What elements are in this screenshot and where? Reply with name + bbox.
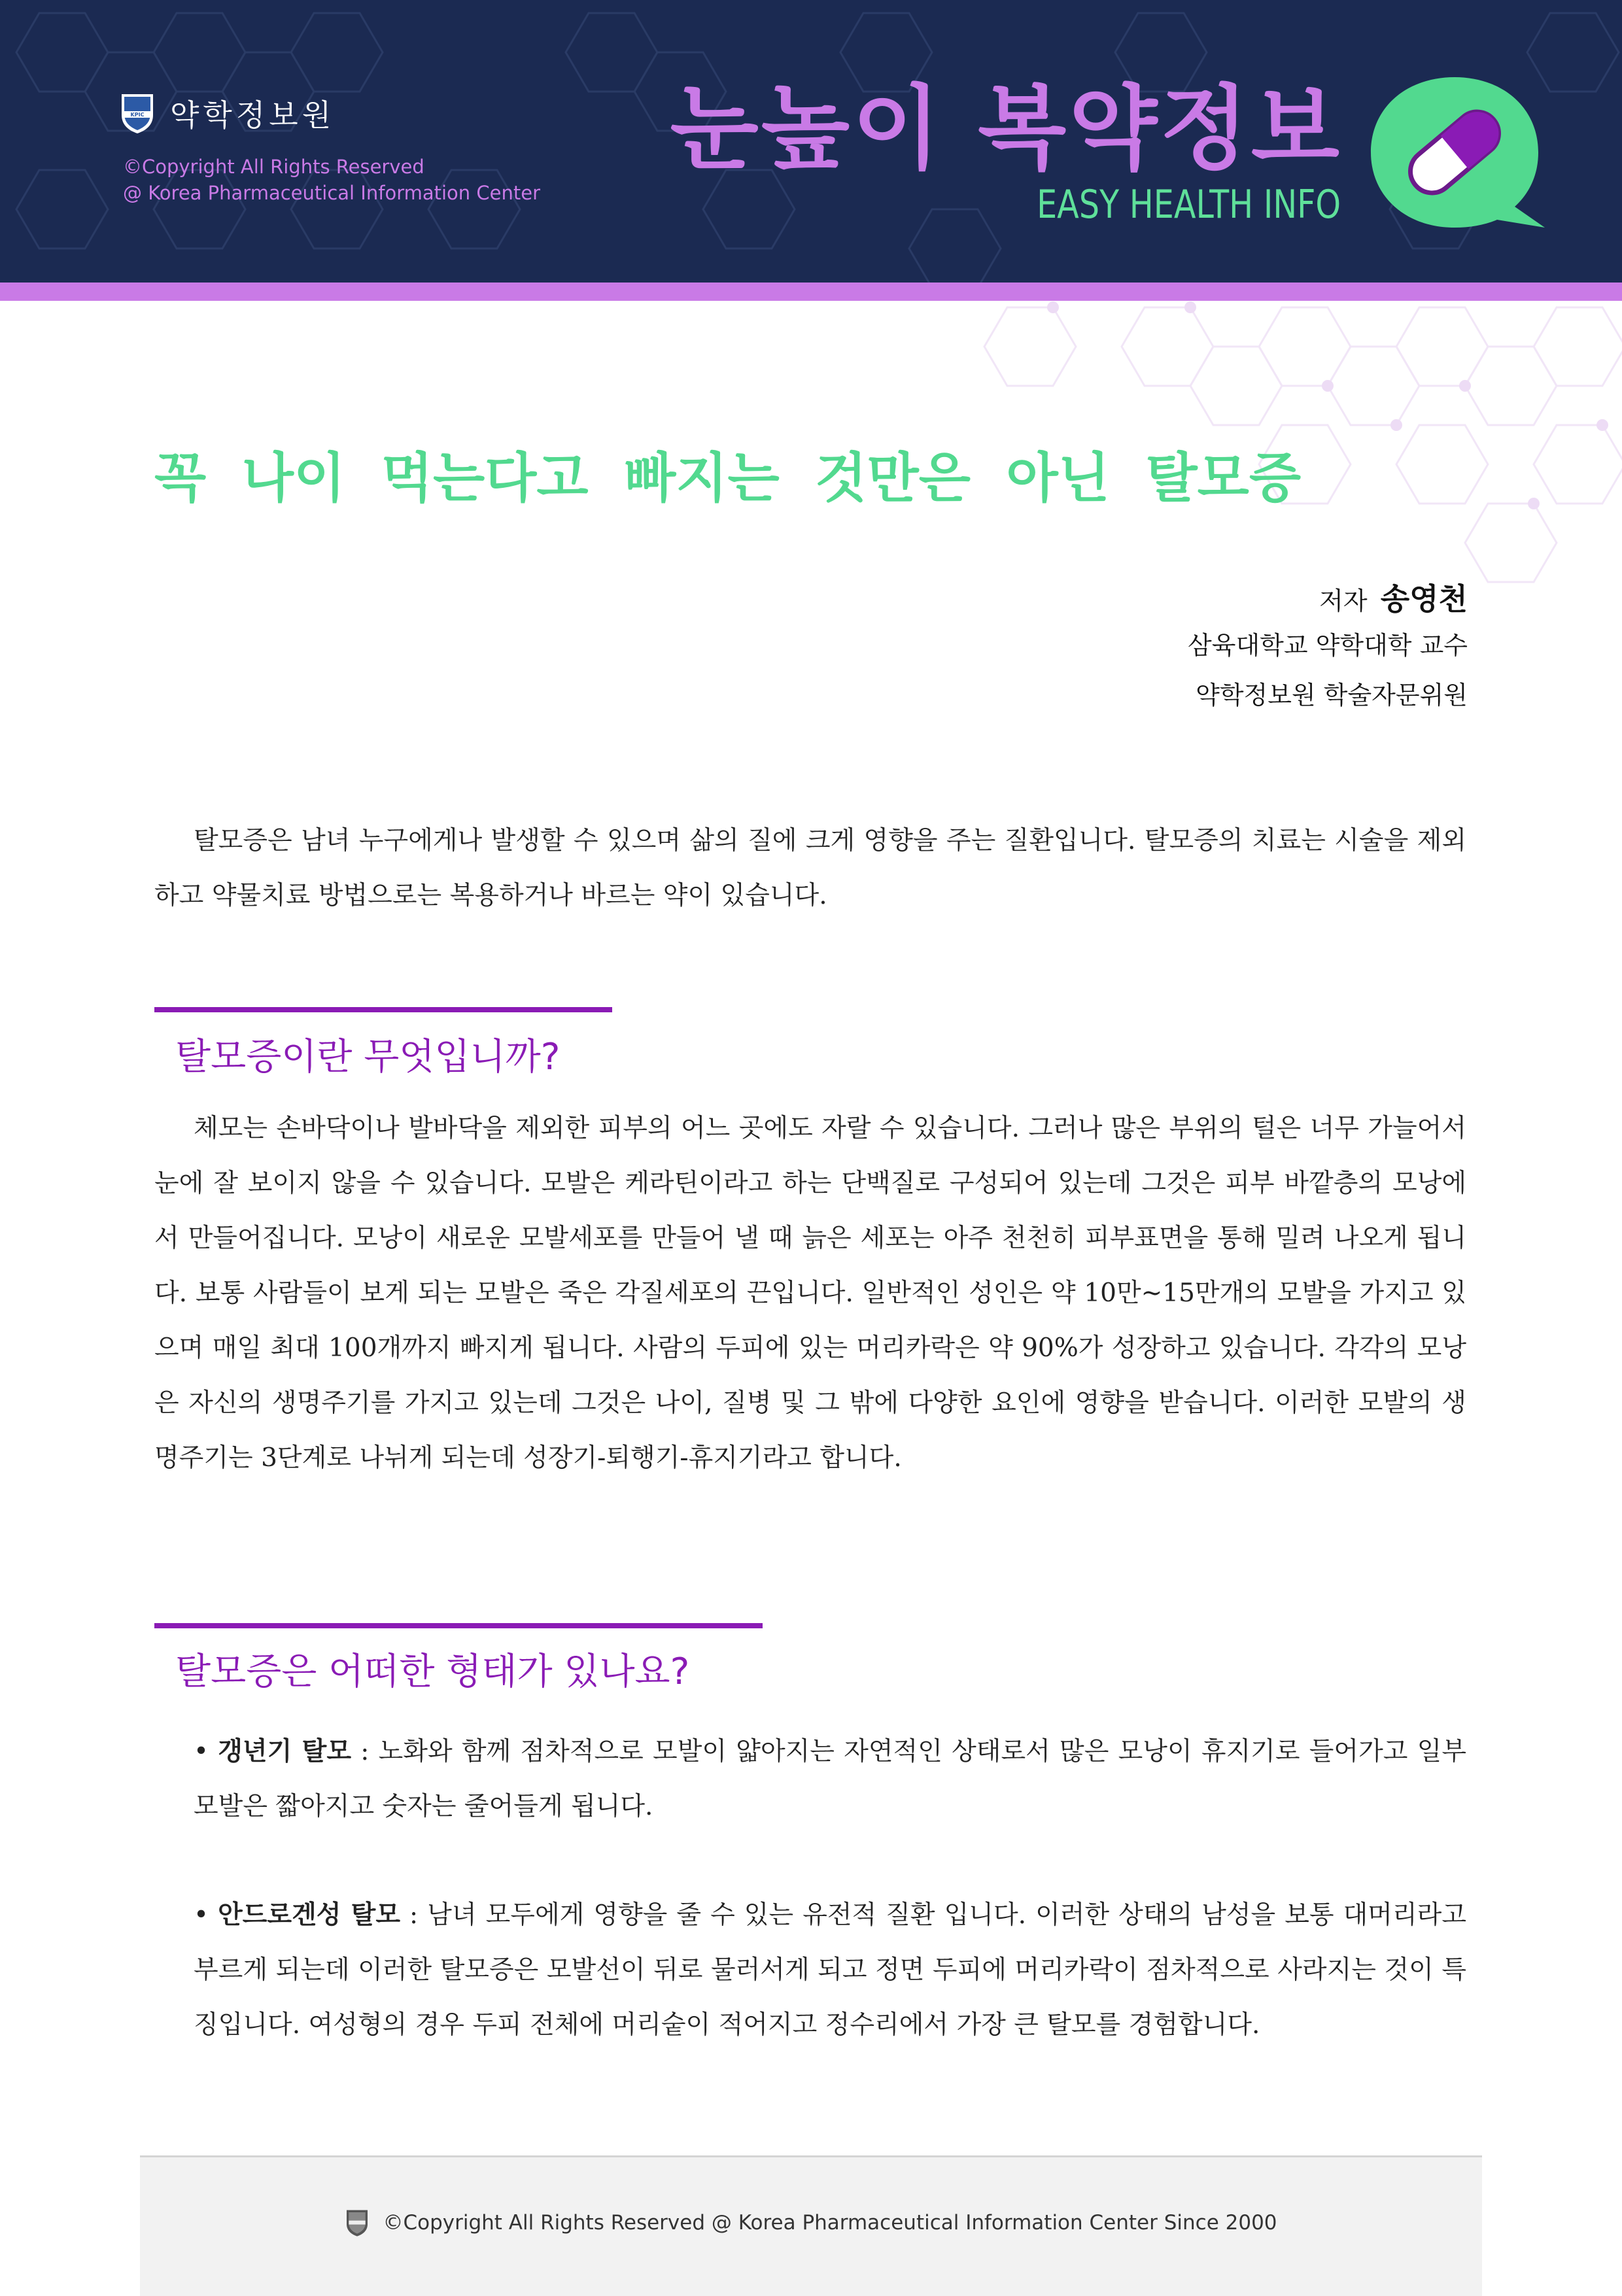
article-title: 꼭 나이 먹는다고 빠지는 것만은 아닌 탈모증 bbox=[154, 447, 1302, 509]
bullet-term: 갱년기 탈모 bbox=[218, 1736, 352, 1766]
bullet-item-menopause bbox=[194, 1724, 1466, 1834]
bullet-dot: • bbox=[194, 1737, 209, 1766]
bullet-text: 노화와 함께 점차적으로 모발이 얇아지는 자연적인 상태로서 많은 모낭이 휴지기로 들어가고 일부 모발은 짧아지고 숫자는 줄어들게 됩니다. bbox=[194, 1737, 1467, 1821]
bullet-text: 남녀 모두에게 영향을 줄 수 있는 유전적 질환 입니다. 이러한 상태의 남성을 보통 대머리라고 부르게 되는데 이러한 탈모증은 모발선이 뒤로 물러서게 되고 정면 두피에 머리카락이 점차적으로 사라지는 것이 특징입니다. 여성형의 경우 두피 전체에 머리숱이 적어지고 정수리에서 가장 큰 탈모를 경험합니다. bbox=[194, 1900, 1467, 2040]
org-logo bbox=[119, 92, 335, 135]
bullet-separator: : bbox=[400, 1900, 428, 1930]
author-name: 송영천 bbox=[1380, 581, 1468, 617]
section-2-heading: 탈모증은 어떠한 형태가 있나요? bbox=[175, 1651, 690, 1693]
pill-speech-bubble-icon bbox=[1363, 71, 1546, 234]
page-header bbox=[0, 0, 1622, 283]
section-2-underline bbox=[154, 1623, 763, 1628]
svg-text:KPIC: KPIC bbox=[130, 112, 145, 118]
author-block bbox=[1188, 575, 1468, 725]
author-affiliation-1: 삼육대학교 약학대학 교수 bbox=[1188, 631, 1468, 660]
author-label: 저자 bbox=[1319, 587, 1368, 615]
section-1-heading: 탈모증이란 무엇입니까? bbox=[175, 1036, 561, 1078]
intro-paragraph: 탈모증은 남녀 누구에게나 발생할 수 있으며 삶의 질에 크게 영향을 주는 질환입니다. 탈모증의 치료는 시술을 제외하고 약물치료 방법으로는 복용하거나 바르는 약이 있습니다. bbox=[154, 826, 1466, 910]
author-affiliation-2: 약학정보원 학술자문위원 bbox=[1196, 681, 1468, 710]
bullet-term: 안드로겐성 탈모 bbox=[218, 1900, 400, 1930]
header-copyright-line-2: @ Korea Pharmaceutical Information Center bbox=[123, 182, 540, 204]
kpic-shield-icon bbox=[345, 2208, 370, 2237]
author-line bbox=[1188, 575, 1468, 617]
bullet-dot: • bbox=[194, 1900, 209, 1930]
header-copyright-line-1: ©Copyright All Rights Reserved bbox=[123, 156, 424, 178]
kpic-shield-icon bbox=[119, 92, 156, 135]
org-name: 약학정보원 bbox=[170, 97, 336, 133]
section-1-body: 체모는 손바닥이나 발바닥을 제외한 피부의 어느 곳에도 자랄 수 있습니다. 그러나 많은 부위의 털은 너무 가늘어서 눈에 잘 보이지 않을 수 있습니다. 모발은 케라틴이라고 하는 단백질로 구성되어 있는데 그것은 피부 바깥층의 모낭에서 만들어집니다. 모낭이 새로운 모발세포를 만들어 낼 때 늙은 세포는 아주 천천히 피부표면을 통해 밀려 나오게 됩니다. 보통 사람들이 보게 되는 모발은 죽은 각질세포의 끈입니다. 일반적인 성인은 약 10만~15만개의 모발을 가지고 있으며 매일 최대 100개까지 빠지게 됩니다. 사람의 두피에 있는 머리카락은 약 90%가 성장하고 있습니다. 각각의 모낭은 자신의 생명주기를 가지고 있는데 그것은 나이, 질병 및 그 밖에 다양한 요인에 영향을 받습니다. 이러한 모발의 생명주기는 3단계로 나뉘게 되는데 성장기-퇴행기-휴지기라고 합니다. bbox=[154, 1114, 1466, 1473]
bullet-separator: : bbox=[351, 1737, 379, 1766]
brand-title: 눈높이 복약정보 bbox=[670, 76, 1342, 182]
footer-copyright: ©Copyright All Rights Reserved @ Korea Pharmaceutical Information Center Since 2000 bbox=[383, 2211, 1277, 2235]
section-1-underline bbox=[154, 1007, 612, 1012]
bullet-item-androgenic bbox=[194, 1887, 1466, 2053]
page-footer bbox=[140, 2155, 1482, 2296]
brand-subtitle: EASY HEALTH INFO bbox=[1036, 182, 1341, 228]
